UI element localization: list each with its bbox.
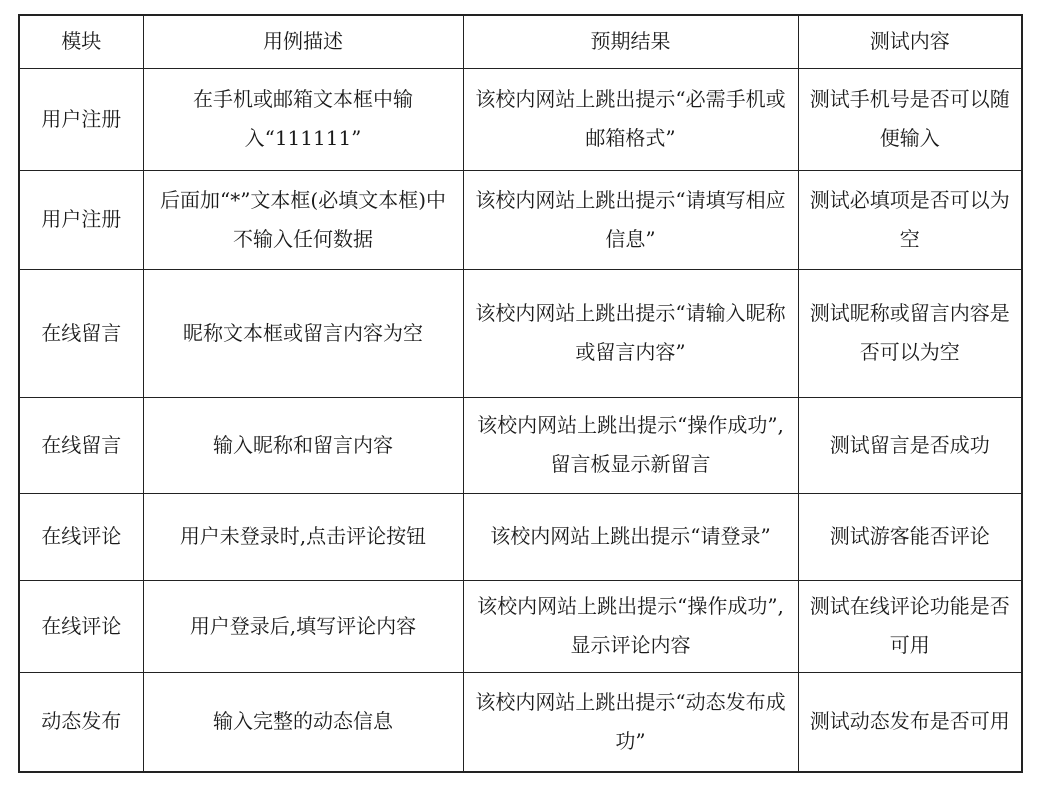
cell-case-description: 在手机或邮箱文本框中输入“111111” xyxy=(143,68,463,170)
cell-test-content: 测试必填项是否可以为空 xyxy=(798,170,1022,269)
cell-module: 动态发布 xyxy=(19,672,143,772)
cell-expected-result: 该校内网站上跳出提示“请填写相应信息” xyxy=(463,170,798,269)
cell-expected-result: 该校内网站上跳出提示“操作成功”,显示评论内容 xyxy=(463,580,798,672)
table-row xyxy=(19,397,1022,493)
test-case-table xyxy=(18,14,1023,773)
cell-test-content: 测试昵称或留言内容是否可以为空 xyxy=(798,269,1022,397)
cell-test-content: 测试游客能否评论 xyxy=(798,493,1022,580)
cell-expected-result: 该校内网站上跳出提示“请登录” xyxy=(463,493,798,580)
cell-expected-result: 该校内网站上跳出提示“必需手机或邮箱格式” xyxy=(463,68,798,170)
table-row xyxy=(19,493,1022,580)
cell-case-description: 输入完整的动态信息 xyxy=(143,672,463,772)
cell-module: 在线留言 xyxy=(19,269,143,397)
header-case-description: 用例描述 xyxy=(143,15,463,68)
cell-case-description: 后面加“*”文本框(必填文本框)中不输入任何数据 xyxy=(143,170,463,269)
table-row xyxy=(19,269,1022,397)
table-row xyxy=(19,580,1022,672)
table-row xyxy=(19,68,1022,170)
cell-case-description: 用户登录后,填写评论内容 xyxy=(143,580,463,672)
table-row xyxy=(19,672,1022,772)
cell-module: 用户注册 xyxy=(19,170,143,269)
cell-test-content: 测试动态发布是否可用 xyxy=(798,672,1022,772)
header-expected-result: 预期结果 xyxy=(463,15,798,68)
cell-case-description: 输入昵称和留言内容 xyxy=(143,397,463,493)
cell-test-content: 测试留言是否成功 xyxy=(798,397,1022,493)
header-module: 模块 xyxy=(19,15,143,68)
cell-expected-result: 该校内网站上跳出提示“请输入昵称或留言内容” xyxy=(463,269,798,397)
cell-expected-result: 该校内网站上跳出提示“动态发布成功” xyxy=(463,672,798,772)
cell-test-content: 测试手机号是否可以随便输入 xyxy=(798,68,1022,170)
cell-module: 在线评论 xyxy=(19,580,143,672)
cell-expected-result: 该校内网站上跳出提示“操作成功”,留言板显示新留言 xyxy=(463,397,798,493)
table-header-row xyxy=(19,15,1022,68)
cell-module: 用户注册 xyxy=(19,68,143,170)
header-test-content: 测试内容 xyxy=(798,15,1022,68)
cell-module: 在线评论 xyxy=(19,493,143,580)
cell-module: 在线留言 xyxy=(19,397,143,493)
cell-case-description: 昵称文本框或留言内容为空 xyxy=(143,269,463,397)
cell-case-description: 用户未登录时,点击评论按钮 xyxy=(143,493,463,580)
table-row xyxy=(19,170,1022,269)
cell-test-content: 测试在线评论功能是否可用 xyxy=(798,580,1022,672)
